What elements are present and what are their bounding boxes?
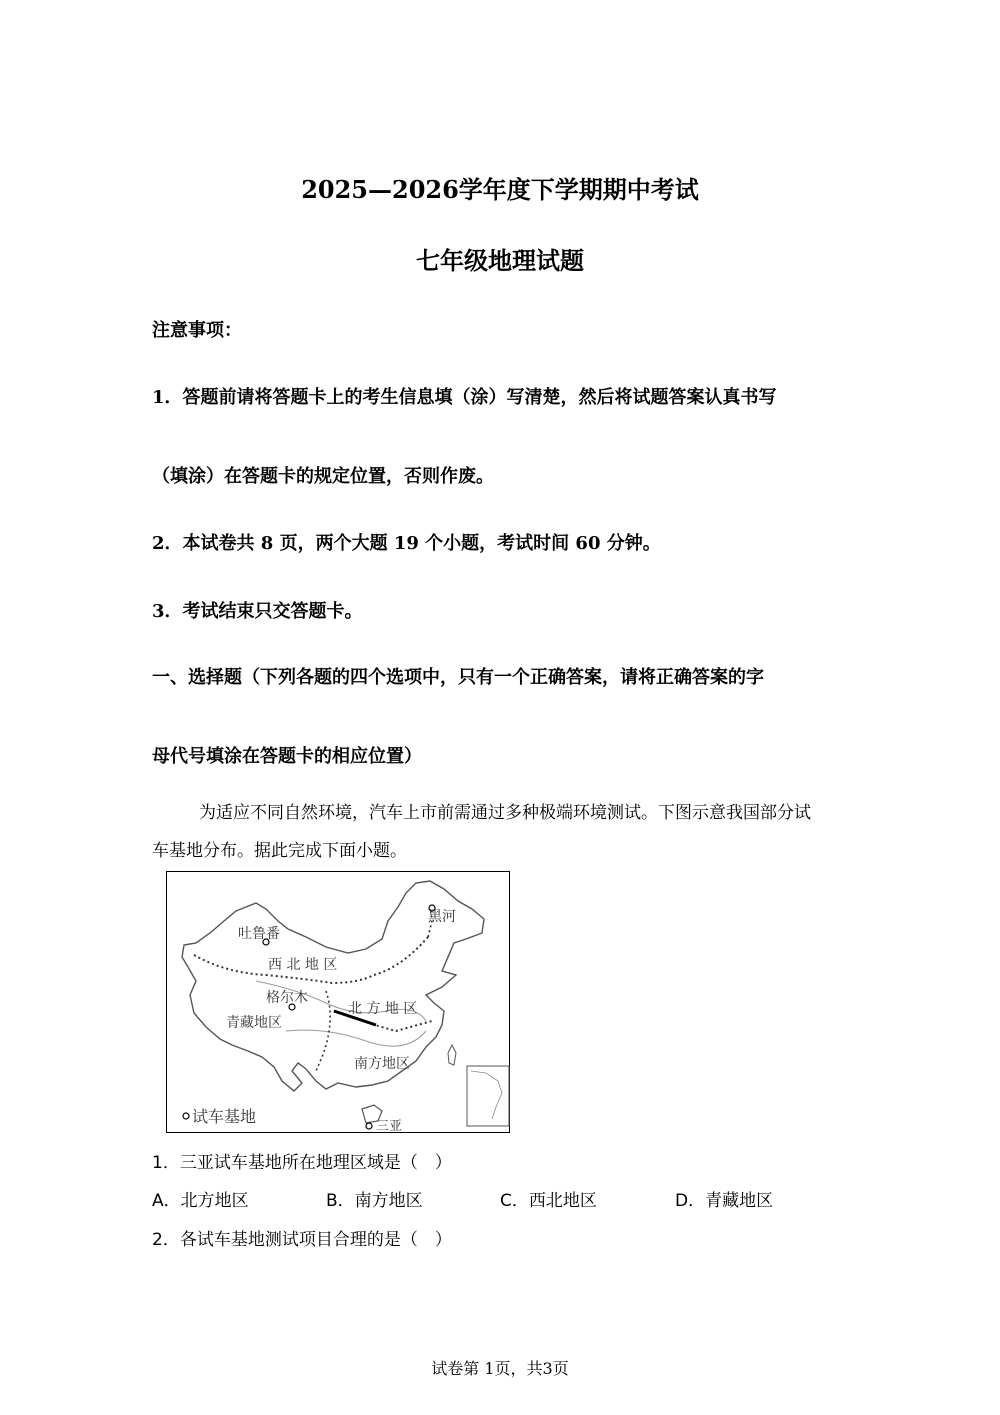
label-sanya: 三亚 (376, 1119, 403, 1133)
note-item-1-line-2: （填涂）在答题卡的规定位置，否则作废。 (152, 466, 494, 487)
label-legend: 试车基地 (192, 1107, 257, 1126)
label-tulufan: 吐鲁番 (238, 926, 280, 942)
map-figure (166, 871, 510, 1133)
notes-heading: 注意事项： (152, 320, 242, 341)
passage-line-2: 车基地分布。据此完成下面小题。 (152, 841, 407, 861)
question-1-option-c[interactable]: C．西北地区 (500, 1191, 597, 1211)
label-qingzang: 青藏地区 (226, 1015, 282, 1031)
note-item-2: 2．本试卷共 8 页，两个大题 19 个小题，考试时间 60 分钟。 (152, 533, 661, 554)
label-northwest: 西 北 地 区 (268, 957, 338, 973)
label-south: 南方地区 (354, 1056, 410, 1072)
question-2-stem: 2．各试车基地测试项目合理的是（ ） (152, 1230, 452, 1250)
south-sea-inset (467, 1066, 509, 1126)
question-1-option-a[interactable]: A．北方地区 (152, 1191, 249, 1211)
label-geermu: 格尔木 (266, 990, 308, 1006)
note-item-3: 3．考试结束只交答题卡。 (152, 601, 363, 622)
page-footer: 试卷第 1页，共3页 (431, 1359, 569, 1378)
question-1-option-b[interactable]: B．南方地区 (326, 1191, 423, 1211)
map-frame (167, 872, 510, 1133)
question-1-stem: 1．三亚试车基地所在地理区域是（ ） (152, 1153, 452, 1173)
section-heading-line-1: 一、选择题（下列各题的四个选项中，只有一个正确答案，请将正确答案的字 (152, 667, 764, 688)
exam-subtitle: 七年级地理试题 (416, 246, 584, 275)
section-heading-line-2: 母代号填涂在答题卡的相应位置） (152, 746, 422, 767)
legend-marker (183, 1113, 189, 1119)
sanya-marker (366, 1123, 372, 1129)
china-test-base-map (166, 871, 510, 1133)
label-heihe: 黑河 (428, 909, 456, 925)
note-item-1-line-1: 1．答题前请将答题卡上的考生信息填（涂）写清楚，然后将试题答案认真书写 (152, 387, 777, 408)
label-north: 北 方 地 区 (348, 1001, 418, 1017)
question-1-option-d[interactable]: D．青藏地区 (675, 1191, 774, 1211)
passage-line-1: 为适应不同自然环境，汽车上市前需通过多种极端环境测试。下图示意我国部分试 (199, 803, 811, 823)
exam-title: 2025—2026学年度下学期期中考试 (301, 175, 699, 204)
